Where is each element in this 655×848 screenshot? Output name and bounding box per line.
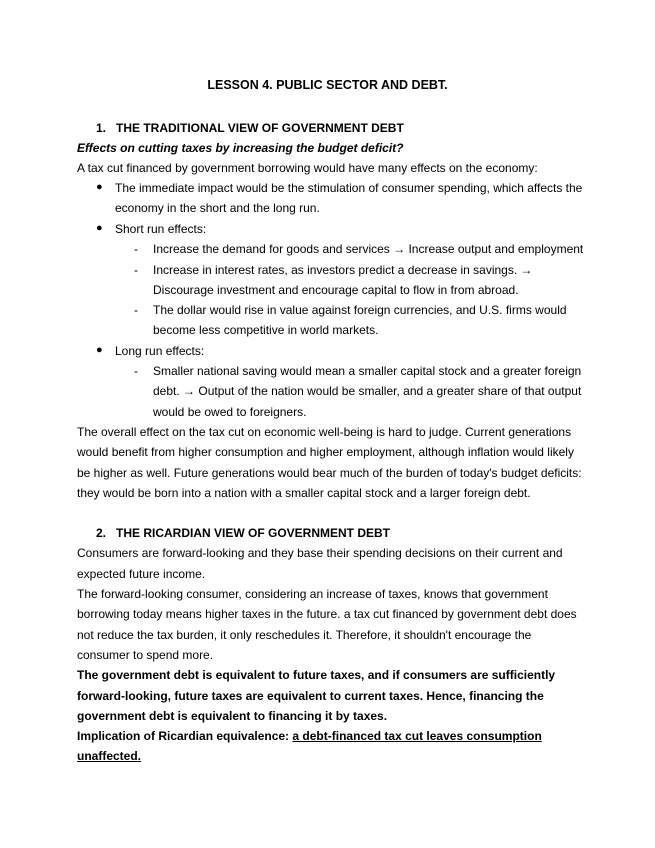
subitem-text: Increase the demand for goods and services → Increase output and employment (153, 242, 584, 256)
paragraph-line: Consumers are forward-looking and they base their spending decisions on their current and (77, 546, 563, 560)
paragraph-line: borrowing today means higher taxes in the future. a tax cut financed by government debt does (77, 607, 577, 621)
paragraph-line: be higher as well. Future generations would bear much of the burden of today's budget deficits: (77, 466, 582, 480)
subitem-text: The dollar would rise in value against foreign currencies, and U.S. firms would (153, 303, 567, 317)
subitem-text: Discourage investment and encourage capital to flow in from abroad. (153, 283, 519, 297)
paragraph-line: not reduce the tax burden, it only reschedules it. Therefore, it shouldn't encourage the (77, 628, 532, 642)
bullet-text: economy in the short and the long run. (115, 201, 320, 215)
paragraph-line: they would be born into a nation with a smaller capital stock and a larger foreign debt. (77, 486, 531, 500)
section-2-number: 2. (96, 526, 107, 540)
section-1-intro: A tax cut financed by government borrowing would have many effects on the economy: (77, 161, 538, 175)
subitem-text: debt. → Output of the nation would be smaller, and a greater share of that output (153, 384, 582, 398)
bullet-text: The immediate impact would be the stimulation of consumer spending, which affects the (115, 181, 583, 195)
subitem-text: would be owed to foreigners. (153, 405, 307, 419)
section-2-heading (96, 526, 390, 540)
section-1-number: 1. (96, 121, 107, 135)
section-1-heading (96, 121, 404, 135)
implication-label: Implication of Ricardian equivalence: (77, 729, 290, 743)
section-2-title: THE RICARDIAN VIEW OF GOVERNMENT DEBT (116, 526, 391, 540)
dash-marker: - (134, 242, 138, 256)
section-1-subheading: Effects on cutting taxes by increasing the budget deficit? (77, 141, 404, 155)
bullet-text: Long run effects: (115, 344, 205, 358)
dash-marker: - (134, 303, 138, 317)
subitem-text: Increase in interest rates, as investors predict a decrease in savings. → (153, 263, 533, 277)
section-1-title: THE TRADITIONAL VIEW OF GOVERNMENT DEBT (116, 121, 404, 135)
bold-paragraph-line: government debt is equivalent to financing it by taxes. (77, 709, 388, 723)
dash-marker: - (134, 364, 138, 378)
paragraph-line: expected future income. (77, 567, 206, 581)
implication-line (77, 729, 542, 743)
implication-text: a debt-financed tax cut leaves consumption (292, 729, 542, 743)
paragraph-line: would benefit from higher consumption and higher employment, although inflation would likely (77, 445, 574, 459)
page-title: LESSON 4. PUBLIC SECTOR AND DEBT. (207, 78, 448, 92)
paragraph-line: consumer to spend more. (77, 648, 214, 662)
bullet-marker: ● (96, 222, 103, 234)
subitem-text: become less competitive in world markets. (153, 323, 379, 337)
bold-paragraph-line: The government debt is equivalent to future taxes, and if consumers are sufficiently (77, 668, 556, 682)
implication-text-continued: unaffected. (77, 749, 142, 763)
paragraph-line: The forward-looking consumer, considering an increase of taxes, knows that government (77, 587, 548, 601)
paragraph-line: The overall effect on the tax cut on economic well-being is hard to judge. Current generations (77, 425, 572, 439)
dash-marker: - (134, 263, 138, 277)
bullet-marker: ● (96, 344, 103, 356)
bullet-text: Short run effects: (115, 222, 207, 236)
subitem-text: Smaller national saving would mean a smaller capital stock and a greater foreign (153, 364, 582, 378)
bullet-marker: ● (96, 181, 103, 193)
bold-paragraph-line: forward-looking, future taxes are equivalent to current taxes. Hence, financing the (77, 689, 544, 703)
